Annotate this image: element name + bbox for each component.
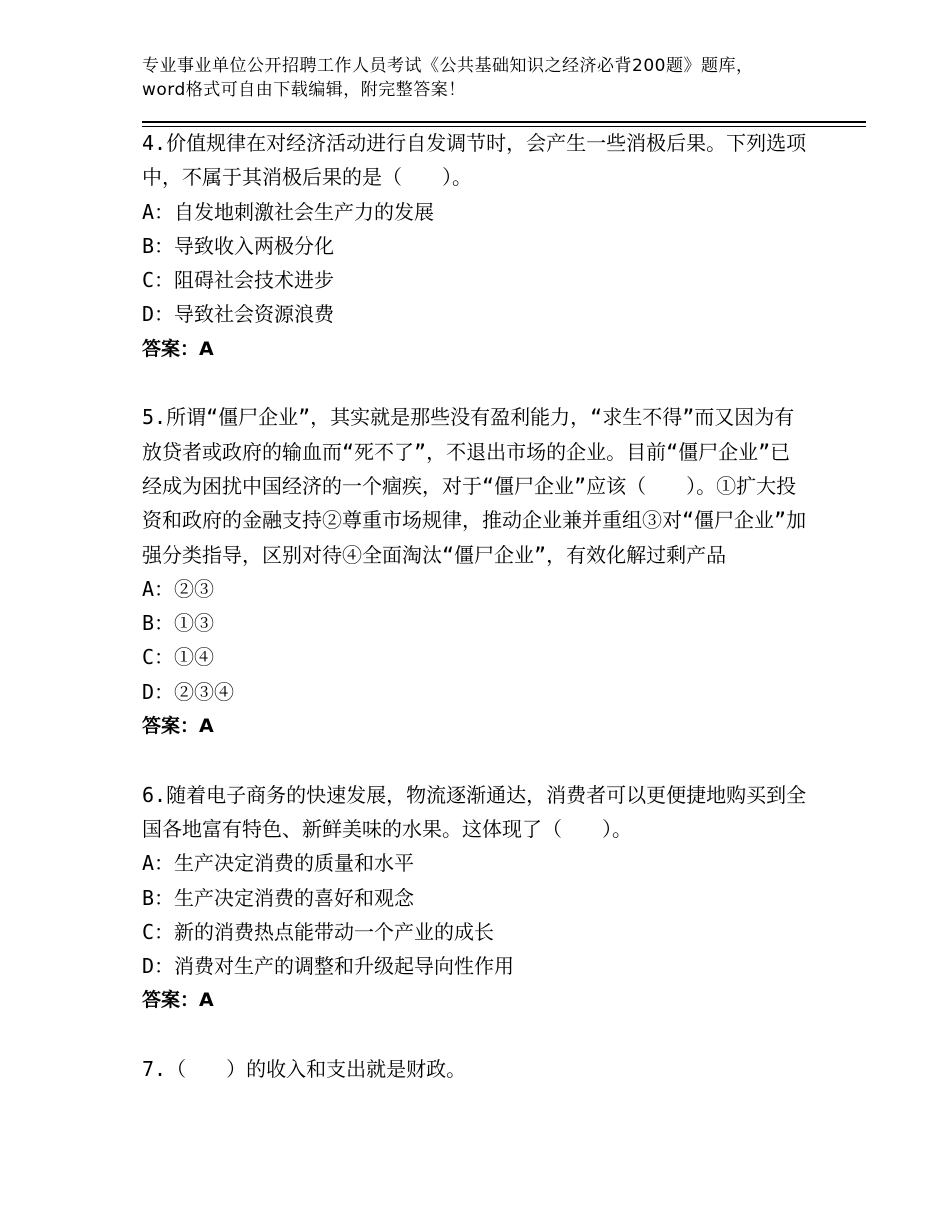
option-d: D：导致社会资源浪费 (142, 302, 335, 327)
header-text: 专业事业单位公开招聘工作人员考试《公共基础知识之经济必背200题》题库，word格式可自由下载编辑，附完整答案！ (142, 56, 754, 100)
question-stem: 5.所谓“僵尸企业”，其实就是那些没有盈利能力，“求生不得”而又因为有放贷者或政府的输血而“死不了”，不退出市场的企业。目前“僵尸企业”已经成为困扰中国经济的一个痼疾，对于“僵尸企业”应该（ ）。①扩大投资和政府的金融支持②尊重市场规律，推动企业兼并重组③对“僵尸企业”加强分类指导，区别对待④全面淘汰“僵尸企业”，有效化解过剩产品 (142, 405, 807, 567)
document-header (142, 54, 792, 102)
option-b: B：导致收入两极分化 (142, 233, 335, 258)
question-spacer (142, 1018, 807, 1052)
header-rule-thick (142, 121, 866, 123)
question-5 (142, 400, 807, 743)
answer: 答案：A (142, 715, 214, 738)
option-c: C：阻碍社会技术进步 (142, 268, 335, 293)
option-b: B：生产决定消费的喜好和观念 (142, 885, 415, 910)
option-a: A：②③ (142, 576, 215, 601)
question-7 (142, 1052, 807, 1086)
option-c: C：①④ (142, 645, 215, 670)
option-a: A：自发地刺激社会生产力的发展 (142, 199, 435, 224)
question-stem: 7.（ ）的收入和支出就是财政。 (142, 1057, 467, 1082)
option-d: D：消费对生产的调整和升级起导向性作用 (142, 954, 515, 979)
option-b: B：①③ (142, 611, 215, 636)
answer: 答案：A (142, 989, 214, 1012)
question-spacer (142, 366, 807, 400)
question-spacer (142, 743, 807, 777)
question-4 (142, 126, 807, 366)
option-d: D：②③④ (142, 679, 235, 704)
answer: 答案：A (142, 337, 214, 360)
option-c: C：新的消费热点能带动一个产业的成长 (142, 919, 495, 944)
option-a: A：生产决定消费的质量和水平 (142, 851, 415, 876)
question-stem: 6.随着电子商务的快速发展，物流逐渐通达，消费者可以更便捷地购买到全国各地富有特色、新鲜美味的水果。这体现了（ ）。 (142, 782, 807, 841)
question-stem: 4.价值规律在对经济活动进行自发调节时，会产生一些消极后果。下列选项中，不属于其消极后果的是（ ）。 (142, 131, 807, 190)
question-list (142, 126, 807, 1086)
question-6 (142, 778, 807, 1018)
